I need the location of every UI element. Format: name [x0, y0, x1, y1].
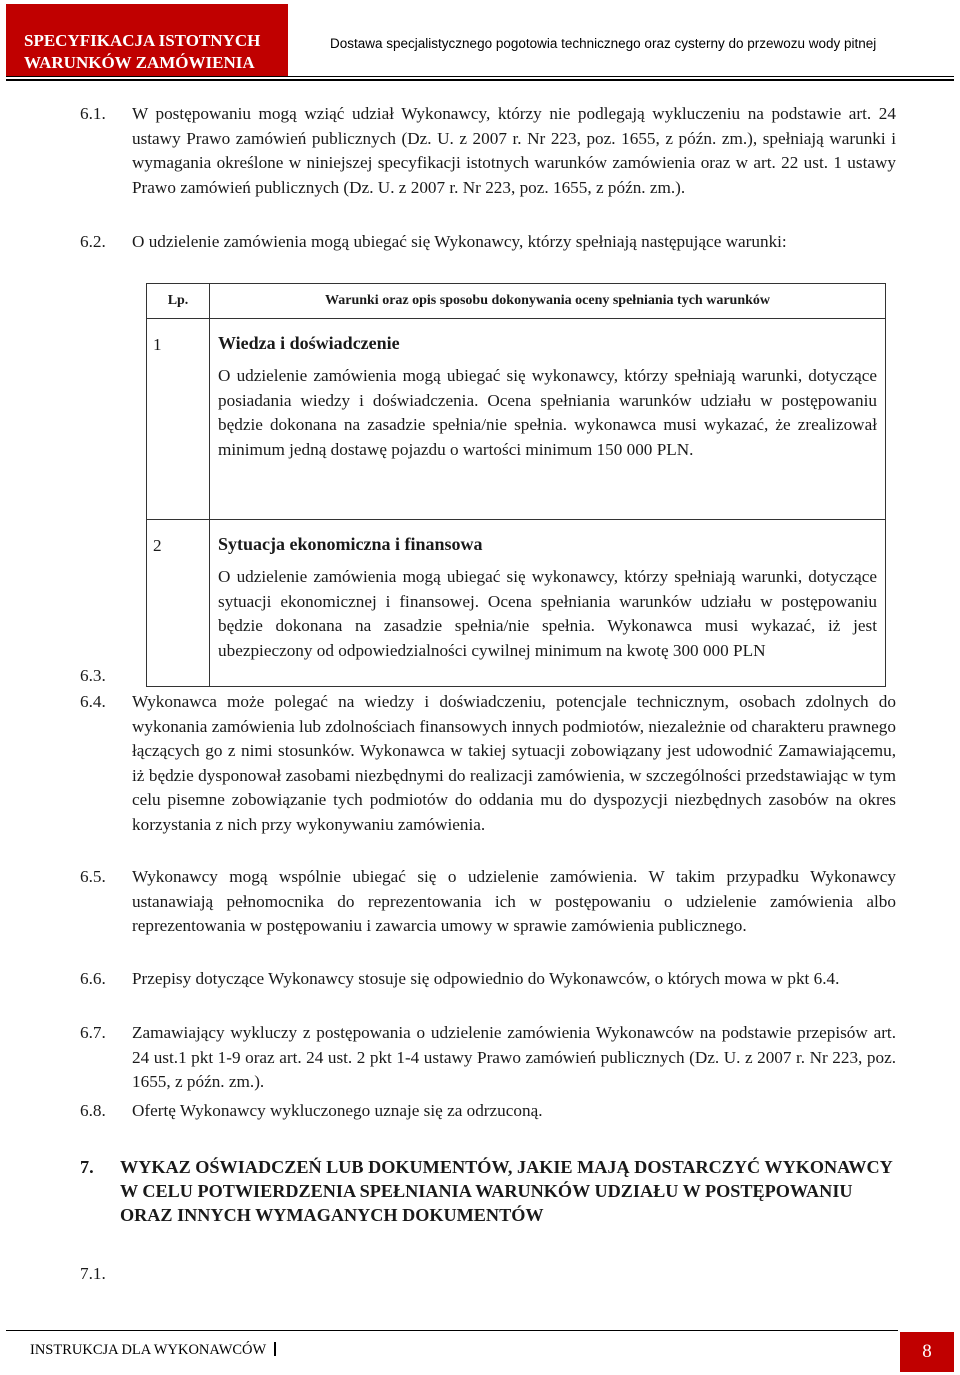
table-header-description: Warunki oraz opis sposobu dokonywania oceny spełniania tych warunków [210, 284, 886, 319]
row-number: 1 [147, 319, 210, 520]
paragraph-text: W postępowaniu mogą wziąć udział Wykonawcy, którzy nie podlegają wykluczeniu na podstawie art. 24 ustawy Prawo zamówień publicznych (Dz. U. z 2007 r. Nr 223, poz. 1655, z późn. zm.), spełniają warunki i wymagania określone w niniejszej specyfikacji istotnych warunków zamówienia oraz w art. 22 ust. 1 ustawy Prawo zamówień publicznych (Dz. U. z 2007 r. Nr 223, poz. 1655, z późn. zm.). [132, 104, 896, 197]
paragraph-number: 6.6. [80, 969, 106, 988]
paragraph-text: Wykonawca może polegać na wiedzy i doświadczeniu, potencjale technicznym, osobach zdolnych do wykonania zamówienia lub zdolnościach finansowych innych podmiotów, niezależnie od charakteru prawnego łączących go z nimi stosunków. Wykonawca w takiej sytuacji zobowiązany jest udowodnić Zamawiającemu, iż będzie dysponował zasobami niezbędnymi do realizacji zamówienia, w szczególności przedstawiając w tym celu pisemne zobowiązanie tych podmiotów do oddania mu do dyspozycji niezbędnych zasobów na okres korzystania z nich przy wykonywaniu zamówienia. [132, 692, 896, 834]
paragraph-number: 6.5. [80, 867, 106, 886]
paragraph-6-6 [80, 967, 896, 992]
paragraph-number: 6.4. [80, 692, 106, 711]
row-title: Sytuacja ekonomiczna i finansowa [218, 534, 483, 554]
paragraph-number: 6.1. [80, 104, 106, 123]
row-text: O udzielenie zamówienia mogą ubiegać się wykonawcy, którzy spełniają warunki, dotyczące sytuacji ekonomicznej i finansowej. Ocena spełniania warunków udziału w postępowaniu będzie dokonana na zasadzie spełnia/nie spełnia. Wykonawca musi wykazać, iż jest ubezpieczony od odpowiedzialności cywilnej minimum na kwotę 300 000 PLN [218, 567, 877, 660]
conditions-table [146, 283, 886, 687]
table-header-row [147, 284, 886, 319]
paragraph-number: 6.7. [80, 1023, 106, 1042]
page-number: 8 [900, 1332, 954, 1372]
row-number: 2 [147, 520, 210, 687]
table-header-lp: Lp. [147, 284, 210, 319]
paragraph-6-2 [80, 230, 896, 255]
row-title: Wiedza i doświadczenie [218, 333, 400, 353]
paragraph-6-7 [80, 1021, 896, 1095]
paragraph-number: 6.3. [80, 666, 106, 685]
section-title: WYKAZ OŚWIADCZEŃ LUB DOKUMENTÓW, JAKIE MAJĄ DOSTARCZYĆ WYKONAWCY W CELU POTWIERDZENIA SPEŁNIANIA WARUNKÓW UDZIAŁU W POSTĘPOWANIU ORAZ INNYCH WYMAGANYCH DOKUMENTÓW [120, 1157, 893, 1226]
paragraph-number: 6.2. [80, 232, 106, 251]
paragraph-text: Wykonawcy mogą wspólnie ubiegać się o udzielenie zamówienia. W takim przypadku Wykonawcy ustanawiają pełnomocnika do reprezentowania ich w postępowaniu o udzielenie zamówienia albo reprezentowania w postępowaniu i zawarcia umowy w sprawie zamówienia publicznego. [132, 867, 896, 936]
paragraph-6-1 [80, 102, 896, 200]
section-7-heading [80, 1155, 900, 1228]
section-number: 7. [80, 1157, 94, 1177]
table-row [147, 319, 886, 520]
row-content [210, 520, 886, 687]
footer-rule [6, 1330, 898, 1331]
header-badge-line2: WARUNKÓW ZAMÓWIENIA [24, 53, 255, 72]
footer-separator [274, 1342, 276, 1356]
paragraph-6-4 [80, 690, 896, 838]
paragraph-6-5 [80, 865, 896, 939]
footer-label [30, 1342, 276, 1359]
footer-text: INSTRUKCJA DLA WYKONAWCÓW [30, 1342, 267, 1358]
paragraph-number: 6.8. [80, 1101, 106, 1120]
paragraph-text: O udzielenie zamówienia mogą ubiegać się Wykonawcy, którzy spełniają następujące warunki: [132, 232, 787, 251]
row-content [210, 319, 886, 520]
header-badge [6, 4, 288, 76]
header-rule-thick [6, 79, 954, 81]
paragraph-number: 7.1. [80, 1264, 106, 1283]
table-row [147, 520, 886, 687]
paragraph-6-8 [80, 1099, 896, 1124]
paragraph-text: Ofertę Wykonawcy wykluczonego uznaje się za odrzuconą. [132, 1101, 543, 1120]
paragraph-text: Zamawiający wykluczy z postępowania o udzielenie zamówienia Wykonawców na podstawie przepisów art. 24 ust.1 pkt 1-9 oraz art. 24 ust. 2 pkt 1-4 ustawy Prawo zamówień publicznych (Dz. U. z 2007 r. Nr 223, poz. 1655, z późn. zm.). [132, 1023, 896, 1092]
header-badge-line1: SPECYFIKACJA ISTOTNYCH [24, 31, 261, 50]
row-text: O udzielenie zamówienia mogą ubiegać się wykonawcy, którzy spełniają warunki, dotyczące posiadania wiedzy i doświadczenia. Ocena spełniania warunków udziału w postępowaniu będzie dokonana na zasadzie spełnia/nie spełnia. wykonawca musi wykazać, że zrealizował minimum jedną dostawę pojazdu o wartości minimum 150 000 PLN. [218, 366, 877, 459]
document-title: Dostawa specjalistycznego pogotowia technicznego oraz cysterny do przewozu wody pitnej [330, 36, 877, 51]
header-rule-thin [6, 76, 954, 77]
paragraph-text: Przepisy dotyczące Wykonawcy stosuje się odpowiednio do Wykonawców, o których mowa w pkt 6.4. [132, 969, 840, 988]
